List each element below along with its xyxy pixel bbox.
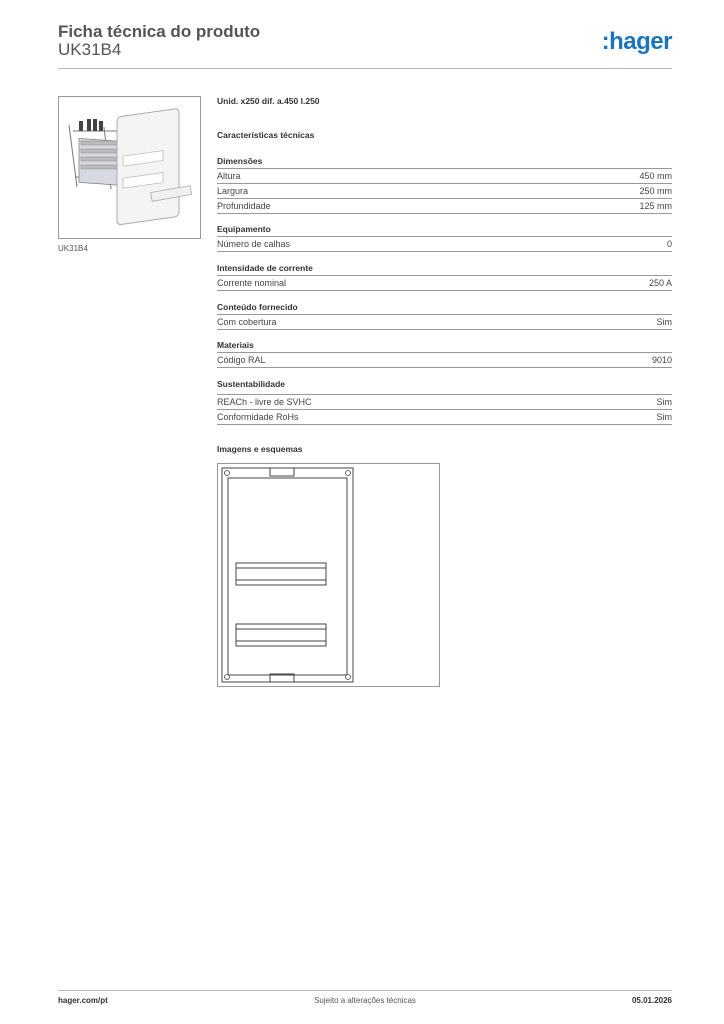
spec-value: Sim (656, 412, 672, 422)
footer-website[interactable]: hager.com/pt (58, 996, 108, 1005)
spec-row (217, 394, 672, 409)
spec-key: Código RAL (217, 355, 266, 365)
spec-value: Sim (656, 397, 672, 407)
spec-row (217, 275, 672, 291)
technical-drawing (217, 463, 440, 687)
spec-value: 250 A (648, 278, 672, 288)
group-title-contents: Conteúdo fornecido (217, 302, 298, 312)
spec-key: REACh - livre de SVHC (217, 397, 312, 407)
group-title-sustainability: Sustentabilidade (217, 379, 286, 389)
spec-key: Profundidade (217, 201, 271, 211)
spec-row (217, 352, 672, 368)
group-title-equipment: Equipamento (217, 224, 271, 234)
hager-logo: :hager (601, 28, 672, 55)
spec-key: Número de calhas (217, 239, 291, 249)
page-footer (58, 996, 672, 1010)
spec-value: Sim (656, 317, 672, 327)
footer-date: 05.01.2026 (631, 996, 672, 1005)
images-section-title: Imagens e esquemas (217, 444, 303, 454)
spec-value: 0 (666, 239, 672, 249)
spec-row (217, 183, 672, 198)
spec-value: 9010 (651, 355, 672, 365)
header-divider (58, 68, 672, 69)
spec-key: Corrente nominal (217, 278, 287, 288)
product-photo (58, 96, 201, 239)
product-description: Unid. x250 dif. a.450 l.250 (217, 96, 320, 106)
spec-key: Largura (217, 186, 249, 196)
spec-row (217, 236, 672, 252)
spec-key: Altura (217, 171, 241, 181)
group-title-materials: Materiais (217, 340, 254, 350)
spec-row (217, 168, 672, 183)
photo-caption: UK31B4 (58, 244, 88, 253)
spec-value: 250 mm (639, 186, 672, 196)
specs-title: Características técnicas (217, 130, 315, 140)
footer-notice: Sujeito a alterações técnicas (314, 996, 416, 1005)
spec-row (217, 198, 672, 214)
spec-key: Conformidade RoHs (217, 412, 299, 422)
spec-row (217, 409, 672, 425)
document-title: Ficha técnica do produto (58, 22, 261, 41)
page-header (58, 20, 672, 68)
spec-value: 125 mm (639, 201, 672, 211)
spec-key: Com cobertura (217, 317, 277, 327)
product-code: UK31B4 (58, 40, 122, 59)
footer-divider (58, 990, 672, 991)
spec-row (217, 314, 672, 330)
spec-value: 450 mm (639, 171, 672, 181)
group-title-current: Intensidade de corrente (217, 263, 313, 273)
group-title-dimensions: Dimensões (217, 156, 263, 166)
